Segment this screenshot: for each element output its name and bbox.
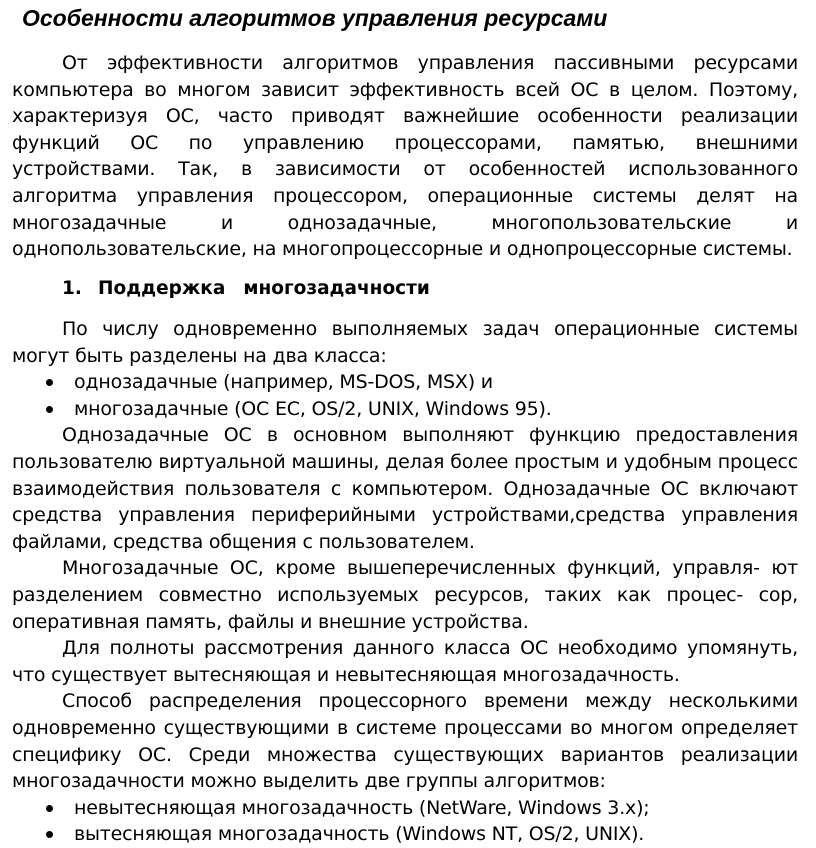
list-item: многозадачные (ОС ЕС, OS/2, UNIX, Windows 95). (12, 396, 798, 423)
bullet-icon (46, 406, 53, 413)
bullet-icon (46, 831, 53, 838)
section-title-word-1: Поддержка (98, 278, 226, 299)
body-block (12, 316, 798, 848)
body-paragraph: Многозадачные ОС, кроме вышеперечисленных функций, управля- ют разделением совместно используемых ресурсов, таких как процес- сор, оперативная память, файлы и внешние устройства. (12, 557, 798, 633)
classes-intro-paragraph: По числу одновременно выполняемых задач операционные системы могут быть разделены на два класса: (12, 318, 798, 367)
body-paragraph: Для полноты рассмотрения данного класса ОС необходимо упомянуть, что существует вытесняющая и невытесняющая многозадачность. (12, 637, 798, 686)
section-heading (62, 277, 430, 301)
list-item: вытесняющая многозадачность (Windows NT, OS/2, UNIX). (12, 821, 798, 848)
page-title: Особенности алгоритмов управления ресурсами (22, 5, 608, 31)
section-number: 1. (62, 278, 82, 299)
intro-paragraph: От эффективности алгоритмов управления пассивными ресурсами компьютера во многом зависит эффективность всей ОС в целом. Поэтому, характеризуя ОС, часто приводят важнейшие особенности реализации функций ОС по управлению процессорами, памятью, внешними устройствами. Так, в зависимости от особенностей использованного алгоритма управления процессором, операционные системы делят на многозадачные и однозадачные, многопользовательские и однопользовательские, на многопроцессорные и однопроцессорные системы. (12, 52, 798, 261)
bullet-icon (46, 379, 53, 386)
classes-list (12, 369, 798, 422)
body-paragraph: Способ распределения процессорного времени между несколькими одновременно существующими в системе процессами во многом определяет специфику ОС. Среди множества существующих вариантов реализации многозадачности можно выделить две группы алгоритмов: (12, 690, 798, 793)
list-item: невытесняющая многозадачность (NetWare, Windows 3.x); (12, 795, 798, 822)
algorithm-groups-list (12, 795, 798, 848)
bullet-icon (46, 805, 53, 812)
intro-block (12, 50, 798, 263)
list-item: однозадачные (например, MS-DOS, MSX) и (12, 369, 798, 396)
section-title-word-2: многозадачности (243, 278, 430, 299)
body-paragraph: Однозадачные ОС в основном выполняют функцию предоставления пользователю виртуальной машины, делая более простым и удобным процесс взаимодействия пользователя с компьютером. Однозадачные ОС включают средства управления периферийными устройствами,средства управления файлами, средства общения с пользователем. (12, 424, 798, 553)
